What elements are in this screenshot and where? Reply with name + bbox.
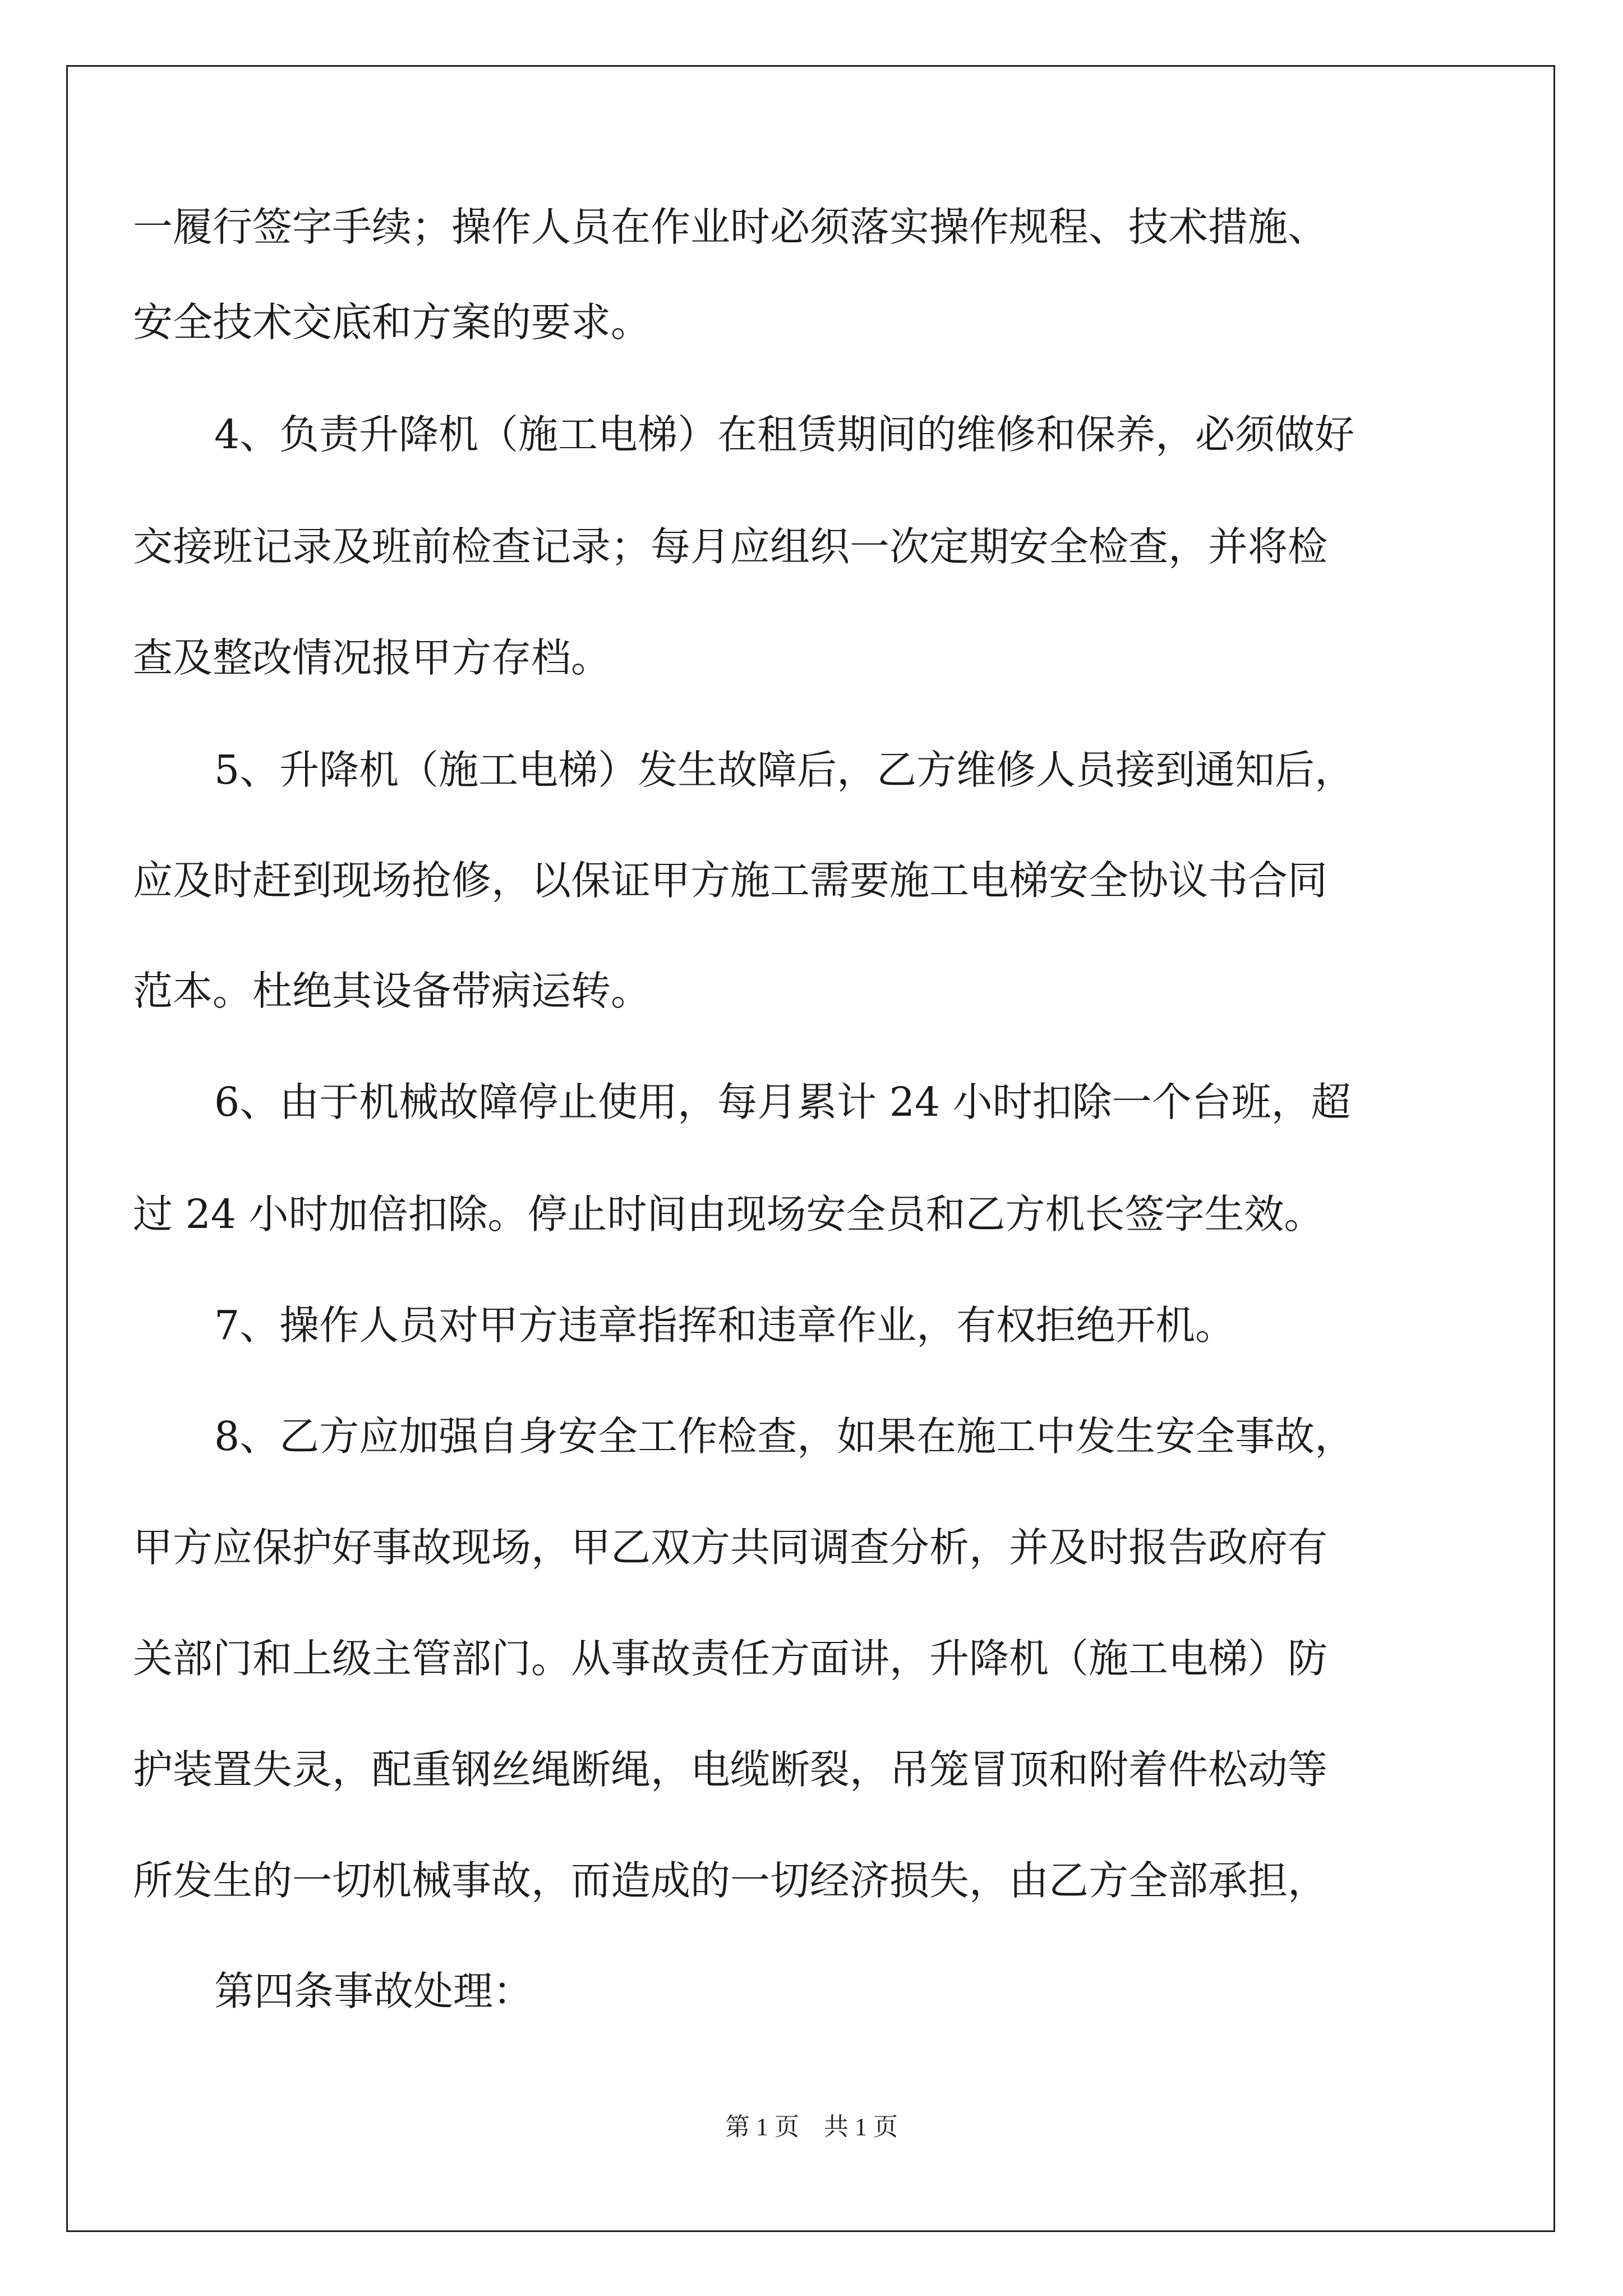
text-line: 查及整改情况报甲方存档。 bbox=[133, 634, 611, 681]
text-line: 6、由于机械故障停止使用，每月累计 24 小时扣除一个台班，超 bbox=[214, 1079, 1351, 1125]
page-frame bbox=[66, 65, 1555, 2232]
page-number: 第 1 页 共 1 页 bbox=[725, 2113, 898, 2141]
text-line: 7、操作人员对甲方违章指挥和违章作业，有权拒绝开机。 bbox=[214, 1302, 1235, 1349]
text-line: 过 24 小时加倍扣除。停止时间由现场安全员和乙方机长签字生效。 bbox=[133, 1191, 1324, 1237]
text-line: 甲方应保护好事故现场，甲乙双方共同调查分析，并及时报告政府有 bbox=[133, 1524, 1328, 1571]
text-line: 一履行签字手续；操作人员在作业时必须落实操作规程、技术措施、 bbox=[133, 204, 1328, 250]
text-line: 应及时赶到现场抢修，以保证甲方施工需要施工电梯安全协议书合同 bbox=[133, 857, 1328, 904]
text-line: 安全技术交底和方案的要求。 bbox=[133, 299, 651, 346]
text-line: 8、乙方应加强自身安全工作检查，如果在施工中发生安全事故， bbox=[214, 1413, 1355, 1460]
text-line: 第四条事故处理： bbox=[214, 1968, 533, 2014]
text-line: 关部门和上级主管部门。从事故责任方面讲，升降机（施工电梯）防 bbox=[133, 1635, 1328, 1682]
text-line: 范本。杜绝其设备带病运转。 bbox=[133, 968, 651, 1014]
text-line: 4、负责升降机（施工电梯）在租赁期间的维修和保养，必须做好 bbox=[214, 411, 1355, 458]
text-line: 交接班记录及班前检查记录；每月应组织一次定期安全检查，并将检 bbox=[133, 523, 1328, 570]
text-line: 所发生的一切机械事故，而造成的一切经济损失，由乙方全部承担， bbox=[133, 1857, 1328, 1904]
text-line: 5、升降机（施工电梯）发生故障后，乙方维修人员接到通知后， bbox=[214, 747, 1355, 793]
text-line: 护装置失灵，配重钢丝绳断绳，电缆断裂，吊笼冒顶和附着件松动等 bbox=[133, 1746, 1328, 1793]
